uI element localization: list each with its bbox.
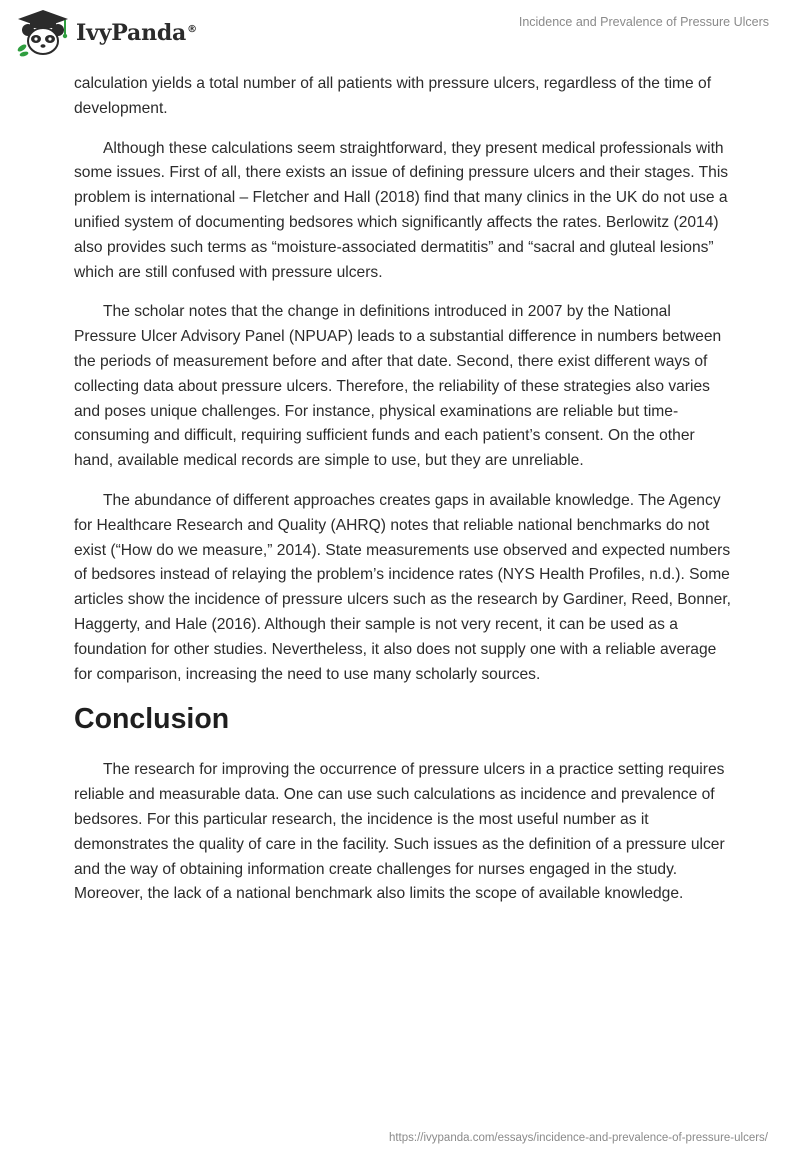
paragraph: Although these calculations seem straightforward, they present medical professionals with some issues. First of all, there exists an issue of defining pressure ulcers and their stages. This problem is international – Fletcher and Hall (2018) find that many clinics in the UK do not use a unified system of documenting bedsores which significantly affects the rates. Berlowitz (2014) also provides such terms as “moisture-associated dermatitis” and “sacral and gluteal lesions” which are still confused with pressure ulcers. [74, 139, 729, 281]
paragraph: The abundance of different approaches creates gaps in available knowledge. The Agency for Healthcare Research and Quality (AHRQ) notes that reliable national benchmarks do not exist (“How do we measure,” 2014). State measurements use observed and expected numbers of bedsores instead of relaying the problem’s incidence rates (NYS Health Profiles, n.d.). Some articles show the incidence of pressure ulcers such as the research by Gardiner, Reed, Bonner, Haggerty, and Hale (2016). Although their sample is not very recent, it can be used as a foundation for other studies. Nevertheless, it also does not supply one with a reliable average for comparison, increasing the need to use many scholarly sources. [74, 491, 732, 683]
conclusion-heading: Conclusion [74, 703, 230, 736]
conclusion-paragraph: The research for improving the occurrence of pressure ulcers in a practice setting requires reliable and measurable data. One can use such calculations as incidence and prevalence of bedsores. For this particular research, the incidence is the most useful number as it demonstrates the quality of care in the facility. Such issues as the definition of a pressure ulcer and the way of obtaining information create challenges for nurses engaged in the study. Moreover, the lack of a national benchmark also limits the scope of available knowledge. [74, 761, 725, 903]
source-url[interactable]: https://ivypanda.com/essays/incidence-and-prevalence-of-pressure-ulcers/ [388, 1132, 768, 1144]
page-header [0, 0, 800, 70]
brand-name: IvyPanda® [76, 20, 197, 46]
paragraph-continued: calculation yields a total number of all patients with pressure ulcers, regardless of the time of development. [74, 75, 712, 117]
ivypanda-logo[interactable] [14, 8, 197, 58]
document-title: Incidence and Prevalence of Pressure Ulcers [518, 15, 769, 29]
panda-graduate-icon [14, 8, 72, 58]
essay-content [74, 72, 734, 922]
paragraph: The scholar notes that the change in definitions introduced in 2007 by the National Pressure Ulcer Advisory Panel (NPUAP) leads to a substantial difference in numbers between the periods of measurement before and after that date. Second, there exist different ways of collecting data about pressure ulcers. Therefore, the reliability of these strategies also varies and poses unique challenges. For instance, physical examinations are reliable but time-consuming and difficult, requiring sufficient funds and each patient’s consent. On the other hand, available medical records are simple to use, but they are unreliable. [74, 303, 722, 470]
